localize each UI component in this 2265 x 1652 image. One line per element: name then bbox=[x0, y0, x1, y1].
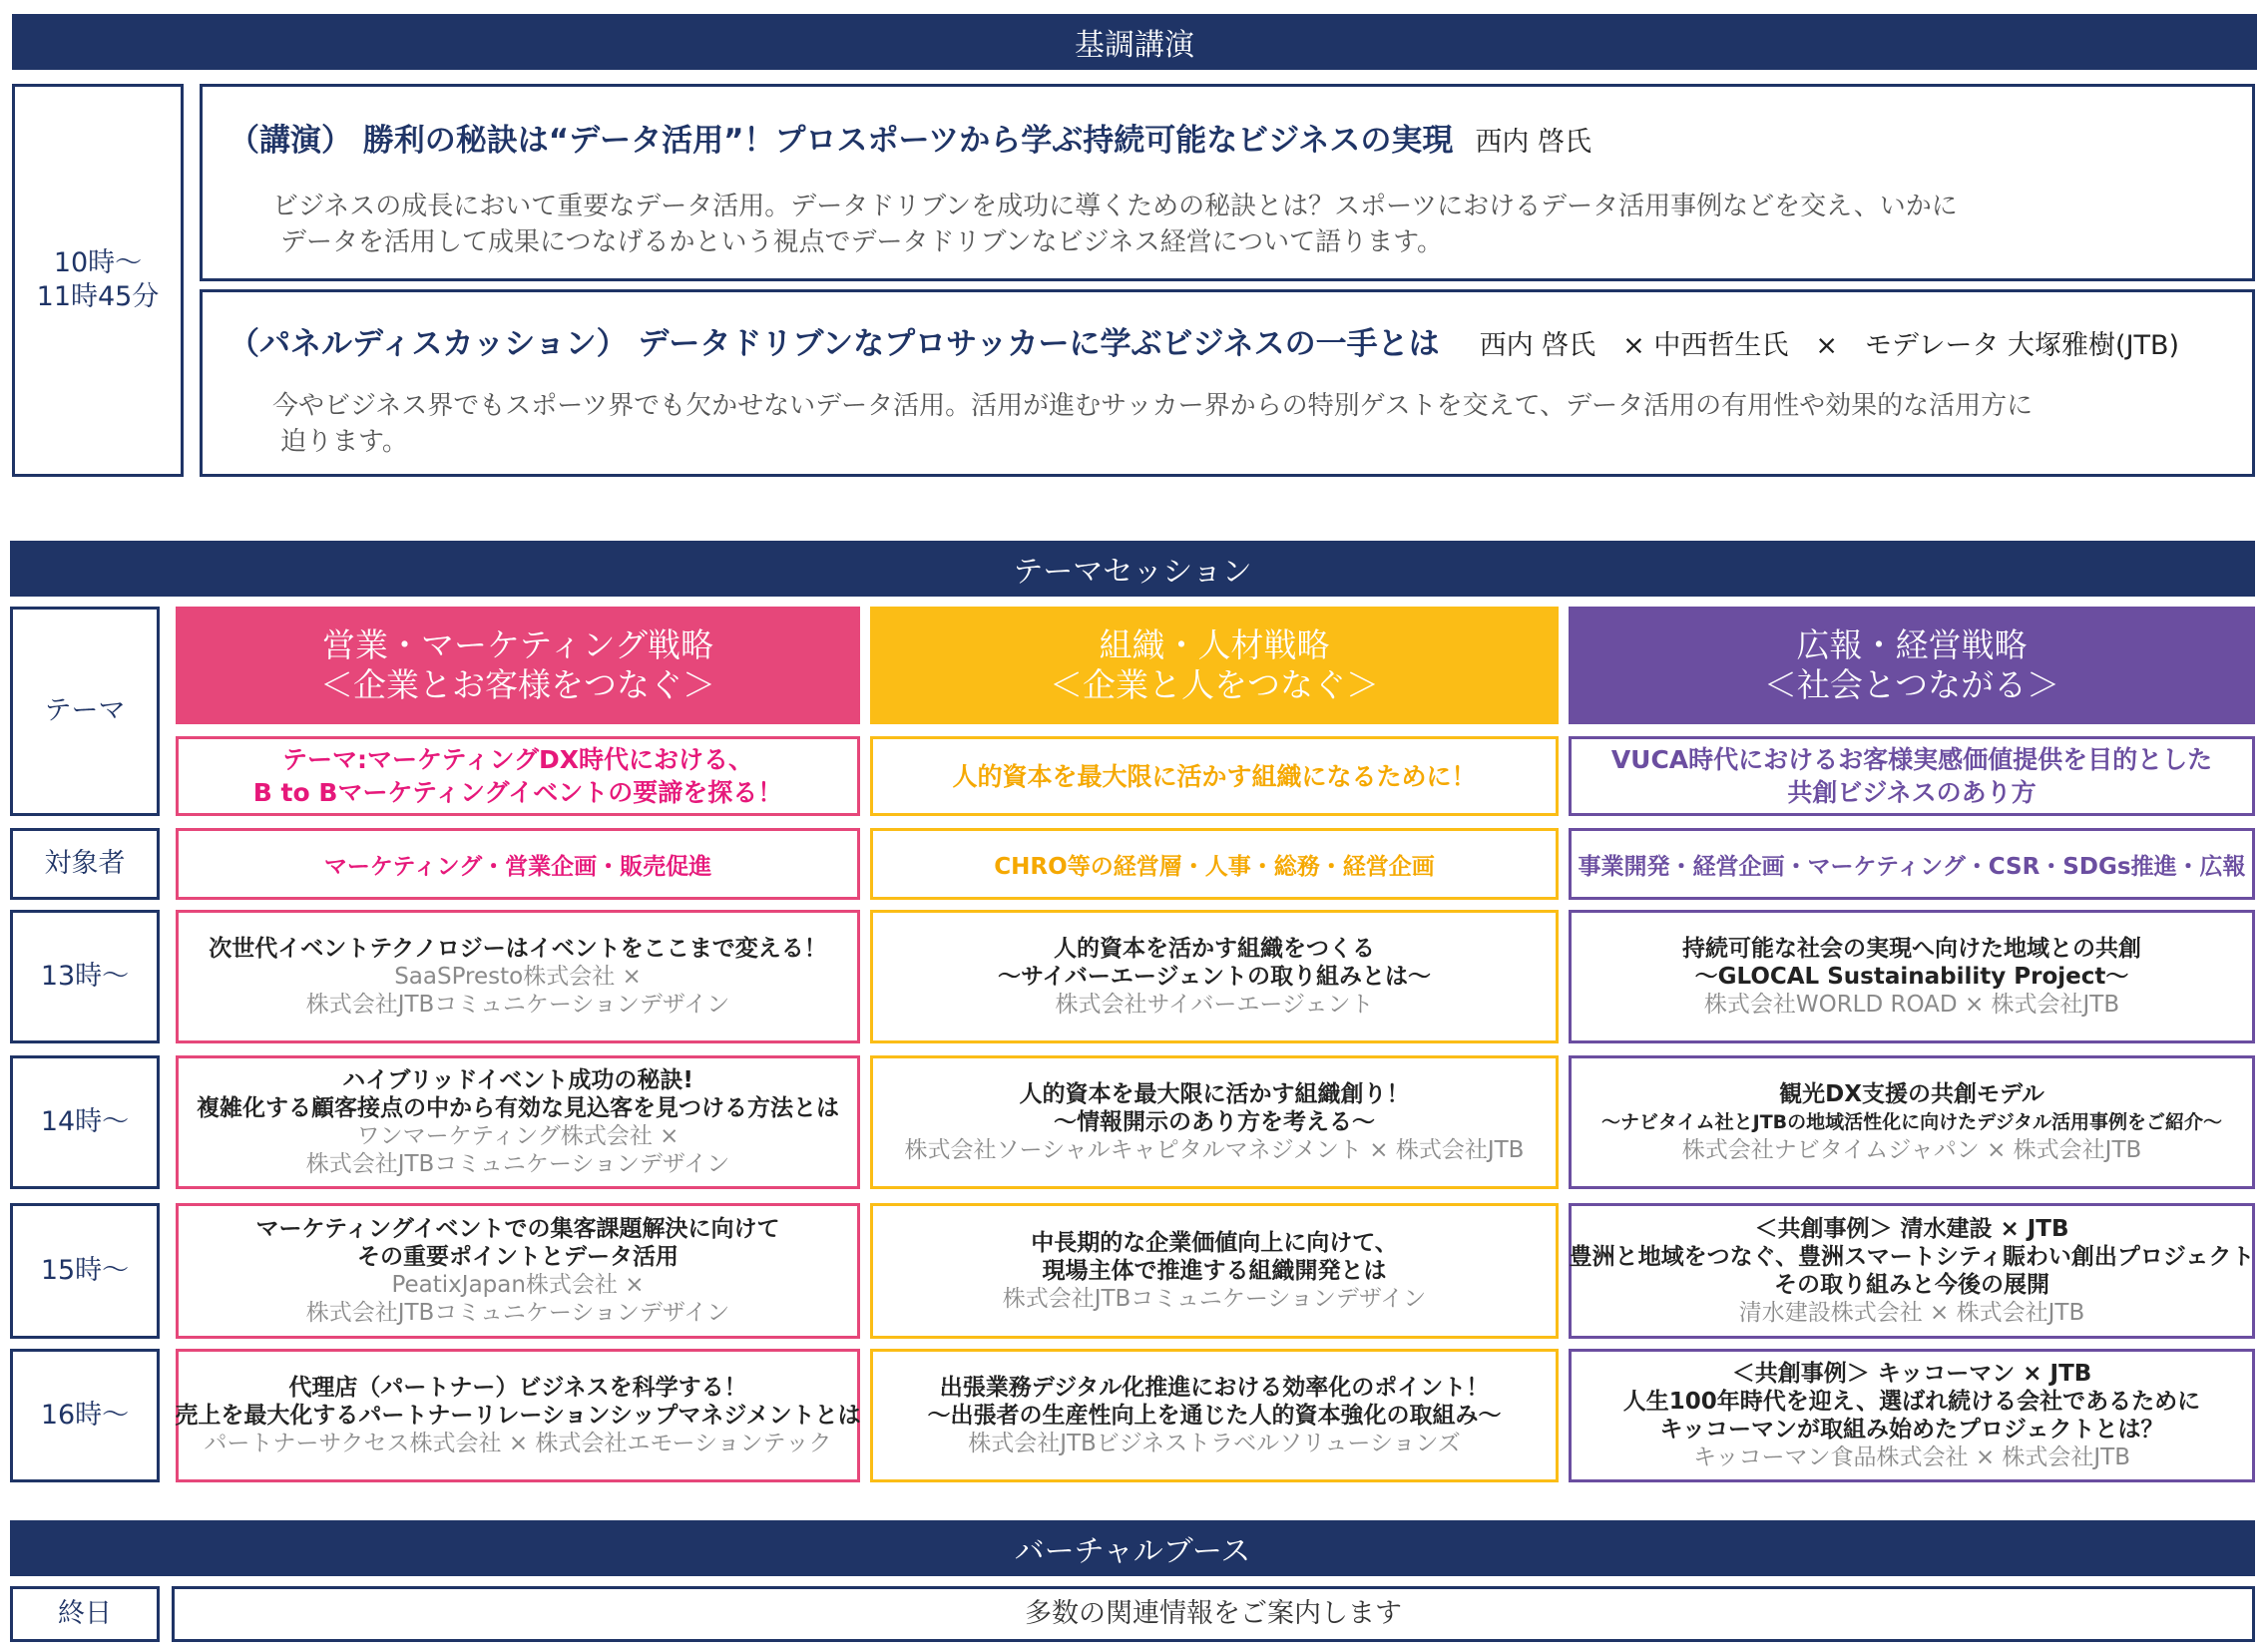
session-card[interactable]: 次世代イベントテクノロジーはイベントをここまで変える！ SaaSPresto株式会社 × 株式会社JTBコミュニケーションデザイン bbox=[176, 910, 860, 1043]
keynote-talk-title: （講演） 勝利の秘訣は“データ活用”！プロスポーツから学ぶ持続可能なビジネスの実現 西内 啓氏 bbox=[228, 123, 1591, 159]
session-card[interactable]: 人的資本を活かす組織をつくる ～サイバーエージェントの取り組みとは～ 株式会社サイバーエージェント bbox=[870, 910, 1559, 1043]
session-card[interactable]: ＜共創事例＞ 清水建設 × JTB 豊洲と地域をつなぐ、豊洲スマートシティ賑わい創出プロジェクト その取り組みと今後の展開 清水建設株式会社 × 株式会社JTB bbox=[1569, 1203, 2255, 1339]
track-theme-organization-hr: 人的資本を最大限に活かす組織になるために！ bbox=[870, 736, 1559, 816]
track-theme-pr-management: VUCA時代におけるお客様実感価値提供を目的とした 共創ビジネスのあり方 bbox=[1569, 736, 2255, 816]
time-label-13: 13時～ bbox=[10, 910, 160, 1043]
track-target-sales-marketing: マーケティング・営業企画・販売促進 bbox=[176, 828, 860, 900]
theme-session-header: テーマセッション bbox=[10, 541, 2255, 597]
session-card[interactable]: ＜共創事例＞ キッコーマン × JTB 人生100年時代を迎え、選ばれ続ける会社であるために キッコーマンが取組み始めたプロジェクトとは？ キッコーマン食品株式会社 × 株式会社JTB bbox=[1569, 1349, 2255, 1482]
time-label-14: 14時～ bbox=[10, 1055, 160, 1189]
time-label-15: 15時～ bbox=[10, 1203, 160, 1339]
time-label-16: 16時～ bbox=[10, 1349, 160, 1482]
target-label: 対象者 bbox=[10, 828, 160, 900]
track-theme-sales-marketing: テーマ:マーケティングDX時代における、 B to Bマーケティングイベントの要諦を探る！ bbox=[176, 736, 860, 816]
keynote-talk-description: ビジネスの成長において重要なデータ活用。データドリブンを成功に導くための秘訣とは？スポーツにおけるデータ活用事例などを交え、いかに データを活用して成果につなげるかという視点でデータドリブンなビジネス経営について語ります。 bbox=[272, 192, 1958, 257]
keynote-header: 基調講演 bbox=[12, 14, 2257, 70]
keynote-time-label bbox=[12, 84, 184, 477]
keynote-talk-box bbox=[200, 84, 2255, 281]
theme-label: テーマ bbox=[10, 607, 160, 816]
track-target-organization-hr: CHRO等の経営層・人事・総務・経営企画 bbox=[870, 828, 1559, 900]
all-day-label: 終日 bbox=[10, 1586, 160, 1642]
session-card[interactable]: 中長期的な企業価値向上に向けて、 現場主体で推進する組織開発とは 株式会社JTBコミュニケーションデザイン bbox=[870, 1203, 1559, 1339]
session-card[interactable]: 観光DX支援の共創モデル ～ナビタイム社とJTBの地域活性化に向けたデジタル活用事例をご紹介～ 株式会社ナビタイムジャパン × 株式会社JTB bbox=[1569, 1055, 2255, 1189]
keynote-panel-box bbox=[200, 289, 2255, 477]
session-card[interactable]: 持続可能な社会の実現へ向けた地域との共創 ～GLOCAL Sustainability Project～ 株式会社WORLD ROAD × 株式会社JTB bbox=[1569, 910, 2255, 1043]
track-header-pr-management: 広報・経営戦略 ＜社会とつながる＞ bbox=[1569, 607, 2255, 724]
virtual-booth-description: 多数の関連情報をご案内します bbox=[172, 1586, 2255, 1642]
track-header-sales-marketing: 営業・マーケティング戦略 ＜企業とお客様をつなぐ＞ bbox=[176, 607, 860, 724]
track-target-pr-management: 事業開発・経営企画・マーケティング・CSR・SDGs推進・広報 bbox=[1569, 828, 2255, 900]
keynote-time-start: 10時～ bbox=[53, 247, 143, 279]
session-card[interactable]: ハイブリッドイベント成功の秘訣! 複雑化する顧客接点の中から有効な見込客を見つける方法とは ワンマーケティング株式会社 × 株式会社JTBコミュニケーションデザイン bbox=[176, 1055, 860, 1189]
track-header-organization-hr: 組織・人材戦略 ＜企業と人をつなぐ＞ bbox=[870, 607, 1559, 724]
session-card[interactable]: マーケティングイベントでの集客課題解決に向けて その重要ポイントとデータ活用 PeatixJapan株式会社 × 株式会社JTBコミュニケーションデザイン bbox=[176, 1203, 860, 1339]
keynote-panel-description: 今やビジネス界でもスポーツ界でも欠かせないデータ活用。活用が進むサッカー界からの特別ゲストを交えて、データ活用の有用性や効果的な活用方に 迫ります。 bbox=[272, 391, 2034, 457]
keynote-panel-title: （パネルディスカッション） データドリブンなプロサッカーに学ぶビジネスの一手とは 西内 啓氏 × 中西哲生氏 × モデレータ 大塚雅樹(JTB) bbox=[228, 326, 2180, 362]
session-card[interactable]: 出張業務デジタル化推進における効率化のポイント！ ～出張者の生産性向上を通じた人的資本強化の取組み～ 株式会社JTBビジネストラベルソリューションズ bbox=[870, 1349, 1559, 1482]
keynote-panel-speakers: 西内 啓氏 × 中西哲生氏 × モデレータ 大塚雅樹(JTB) bbox=[1479, 330, 2180, 361]
session-card[interactable]: 人的資本を最大限に活かす組織創り！ ～情報開示のあり方を考える～ 株式会社ソーシャルキャピタルマネジメント × 株式会社JTB bbox=[870, 1055, 1559, 1189]
keynote-time-end: 11時45分 bbox=[36, 281, 160, 312]
session-card[interactable]: 代理店（パートナー）ビジネスを科学する！ 売上を最大化するパートナーリレーションシップマネジメントとは パートナーサクセス株式会社 × 株式会社エモーションテック bbox=[176, 1349, 860, 1482]
virtual-booth-header: バーチャルブース bbox=[10, 1520, 2255, 1576]
keynote-talk-speaker: 西内 啓氏 bbox=[1475, 127, 1591, 158]
